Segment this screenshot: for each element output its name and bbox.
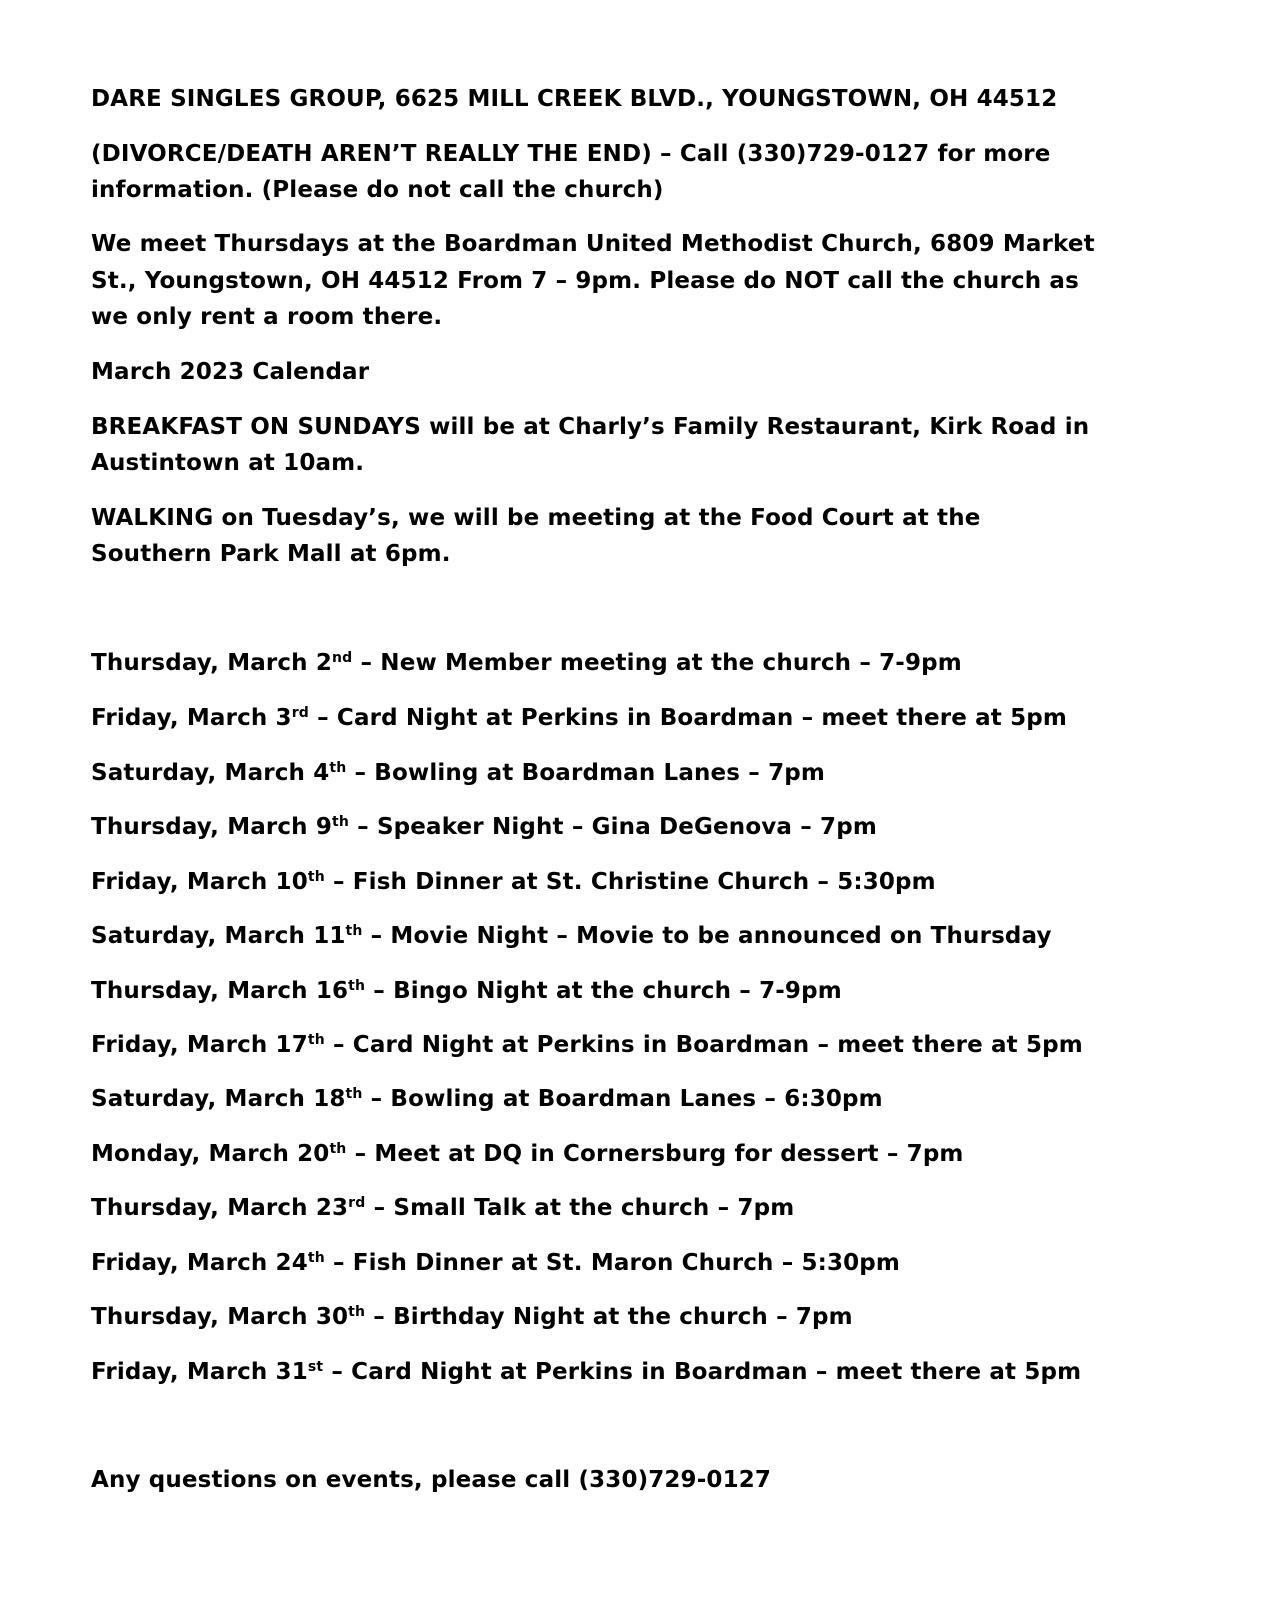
event-date: Friday, March 31 [91,1359,308,1385]
event-item [91,755,825,792]
event-detail: – Bingo Night at the church – 7-9pm [365,978,842,1004]
event-date-suffix: th [329,1141,347,1157]
group-tagline-line-2: information. (Please do not call the church) [91,177,664,203]
breakfast-info-line-1: BREAKFAST ON SUNDAYS will be at Charly’s Family Restaurant, Kirk Road in [91,414,1090,440]
event-item [91,1245,900,1282]
calendar-title: March 2023 Calendar [91,359,370,385]
event-date-suffix: rd [291,705,309,721]
event-detail: – Card Night at Perkins in Boardman – meet there at 5pm [324,1032,1083,1058]
event-detail: – Bowling at Boardman Lanes – 6:30pm [362,1086,883,1112]
event-date-suffix: th [345,923,363,939]
breakfast-info-line-2: Austintown at 10am. [91,450,365,476]
event-date: Friday, March 10 [91,869,308,895]
event-date-suffix: th [307,869,325,885]
event-date: Friday, March 17 [91,1032,308,1058]
event-detail: – Bowling at Boardman Lanes – 7pm [346,760,825,786]
event-detail: – Birthday Night at the church – 7pm [365,1304,853,1330]
event-date: Saturday, March 18 [91,1086,346,1112]
event-detail: – Fish Dinner at St. Christine Church – 5:30pm [324,869,936,895]
event-item [91,918,1052,955]
event-date-suffix: st [307,1359,324,1375]
event-date: Saturday, March 11 [91,923,346,949]
event-date-suffix: th [348,978,366,994]
event-date-suffix: th [348,1304,366,1320]
event-item [91,1027,1083,1064]
event-date: Thursday, March 9 [91,814,333,840]
event-date: Thursday, March 23 [91,1195,349,1221]
event-detail: – Meet at DQ in Cornersburg for dessert – 7pm [346,1141,964,1167]
event-date: Friday, March 24 [91,1250,308,1276]
event-item [91,864,936,901]
walking-info-line-2: Southern Park Mall at 6pm. [91,541,451,567]
event-date: Friday, March 3 [91,705,292,731]
contact-footer: Any questions on events, please call (330)729-0127 [91,1467,772,1493]
event-detail: – Speaker Night – Gina DeGenova – 7pm [349,814,877,840]
meeting-info-line-3: we only rent a room there. [91,304,443,330]
event-item [91,809,877,846]
event-date: Saturday, March 4 [91,760,330,786]
meeting-info-line-1: We meet Thursdays at the Boardman United Methodist Church, 6809 Market [91,231,1095,257]
event-detail: – Small Talk at the church – 7pm [365,1195,795,1221]
event-item [91,973,842,1010]
event-date: Thursday, March 2 [91,650,333,676]
event-detail: – Card Night at Perkins in Boardman – meet there at 5pm [323,1359,1082,1385]
event-detail: – New Member meeting at the church – 7-9pm [352,650,962,676]
event-item [91,1190,794,1227]
event-date-suffix: th [307,1032,325,1048]
event-detail: – Card Night at Perkins in Boardman – meet there at 5pm [308,705,1067,731]
group-address: DARE SINGLES GROUP, 6625 MILL CREEK BLVD., YOUNGSTOWN, OH 44512 [91,86,1058,112]
event-date-suffix: th [345,1086,363,1102]
event-date-suffix: rd [348,1195,366,1211]
event-item [91,1081,883,1118]
event-item [91,1299,853,1336]
event-date-suffix: nd [332,650,353,666]
event-date: Thursday, March 16 [91,978,349,1004]
event-item [91,645,962,682]
group-tagline-line-1: (DIVORCE/DEATH AREN’T REALLY THE END) – Call (330)729-0127 for more [91,141,1051,167]
event-date-suffix: th [329,760,347,776]
walking-info-line-1: WALKING on Tuesday’s, we will be meeting at the Food Court at the [91,505,981,531]
event-date: Monday, March 20 [91,1141,330,1167]
event-date-suffix: th [307,1250,325,1266]
event-item [91,700,1067,737]
event-date-suffix: th [332,814,349,830]
event-item [91,1354,1081,1391]
event-detail: – Movie Night – Movie to be announced on Thursday [362,923,1052,949]
event-item [91,1136,964,1173]
event-date: Thursday, March 30 [91,1304,349,1330]
event-detail: – Fish Dinner at St. Maron Church – 5:30pm [324,1250,901,1276]
meeting-info-line-2: St., Youngstown, OH 44512 From 7 – 9pm. Please do NOT call the church as [91,268,1079,294]
